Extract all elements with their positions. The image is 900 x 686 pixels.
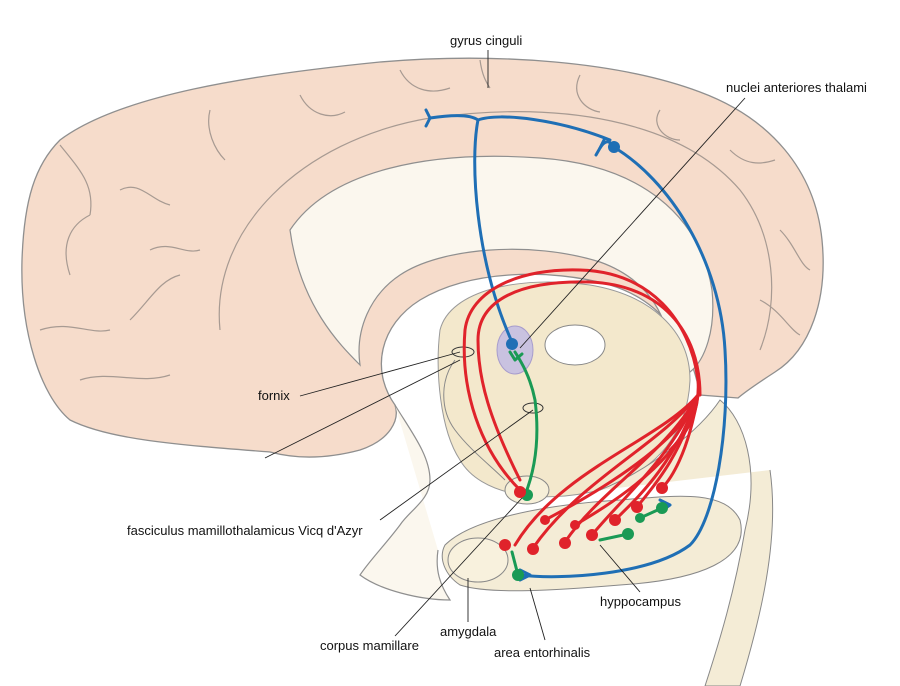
label-nuclei-anteriores-thalami: nuclei anteriores thalami	[726, 80, 867, 95]
anterior-thalamic-nucleus-highlight	[497, 326, 533, 374]
label-fornix: fornix	[258, 388, 290, 403]
leader-area-entorhinalis	[530, 588, 545, 640]
blue-neuron-thalamus	[506, 338, 518, 350]
label-gyrus-cinguli: gyrus cinguli	[450, 33, 523, 48]
blue-neuron-cingulate	[608, 141, 620, 153]
red-neuron-6	[609, 514, 621, 526]
label-corpus-mamillare: corpus mamillare	[320, 638, 419, 653]
green-neuron-4	[656, 502, 668, 514]
interthalamic-adhesion	[545, 325, 605, 365]
red-neuron-8	[656, 482, 668, 494]
green-neuron-5	[635, 513, 645, 523]
red-neuron-5	[586, 529, 598, 541]
amygdala-shape	[448, 538, 508, 582]
red-neuron-10	[540, 515, 550, 525]
label-amygdala: amygdala	[440, 624, 497, 639]
red-neuron-2	[499, 539, 511, 551]
green-neuron-2	[512, 569, 524, 581]
red-neuron-7	[631, 501, 643, 513]
red-neuron-4	[559, 537, 571, 549]
label-fasciculus: fasciculus mamillothalamicus Vicq d'Azyr	[127, 523, 363, 538]
label-hyppocampus: hyppocampus	[600, 594, 681, 609]
red-neuron-9	[570, 520, 580, 530]
label-area-entorhinalis: area entorhinalis	[494, 645, 591, 660]
red-neuron-1	[514, 486, 526, 498]
brain-anatomy	[22, 58, 823, 686]
red-neuron-3	[527, 543, 539, 555]
green-neuron-3	[622, 528, 634, 540]
